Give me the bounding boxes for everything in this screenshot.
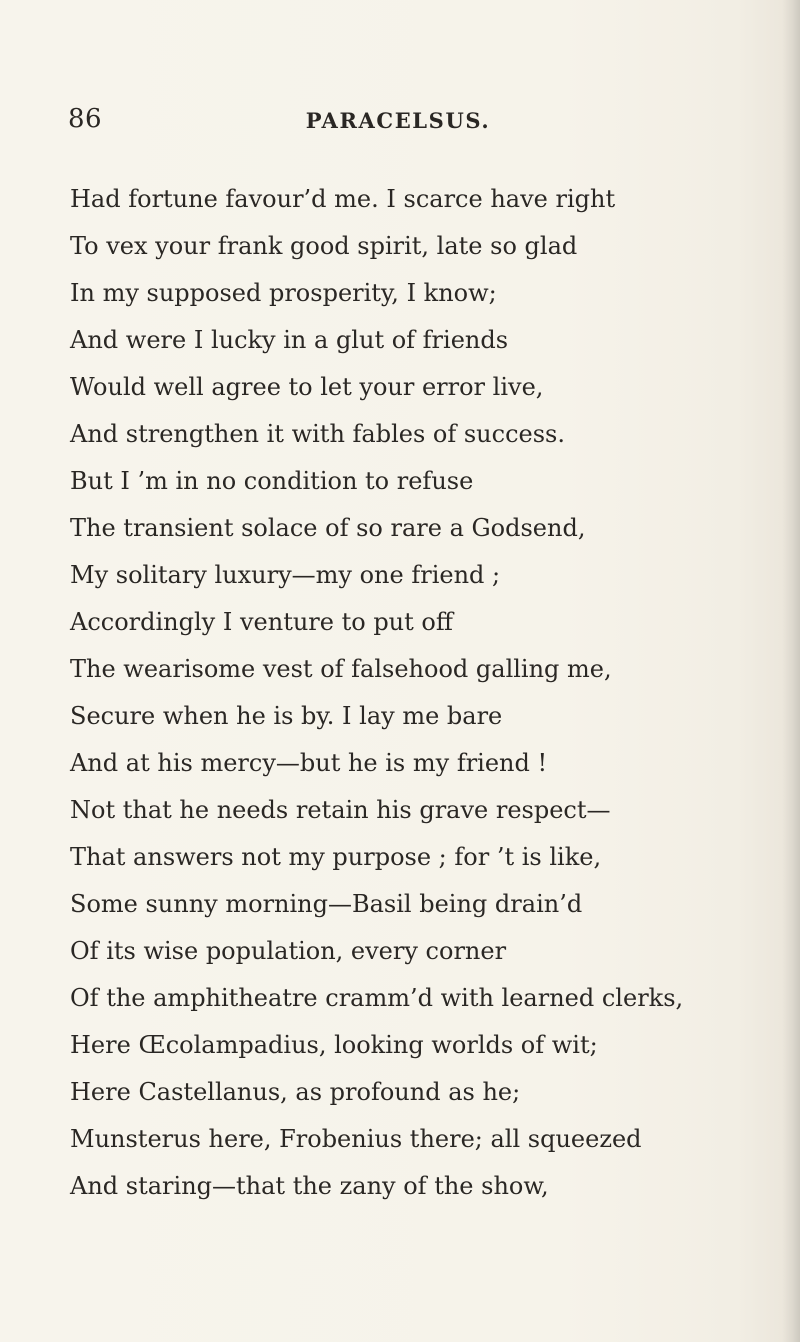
poem-line: The transient solace of so rare a Godsend, <box>70 514 586 542</box>
poem-line: Here Castellanus, as profound as he; <box>70 1078 521 1106</box>
poem-line: And staring—that the zany of the show, <box>70 1172 549 1200</box>
poem-line: But I ’m in no condition to refuse <box>70 467 474 495</box>
poem-line: The wearisome vest of falsehood galling me, <box>70 655 612 683</box>
running-title: PARACELSUS. <box>305 108 491 133</box>
poem-line: And were I lucky in a glut of friends <box>70 326 509 354</box>
poem-text <box>70 176 790 1210</box>
poem-line: That answers not my purpose ; for ’t is like, <box>70 843 602 871</box>
poem-line: Here Œcolampadius, looking worlds of wit; <box>70 1031 598 1059</box>
poem-line: Accordingly I venture to put off <box>70 608 453 636</box>
running-head <box>68 104 728 138</box>
poem-line: Of its wise population, every corner <box>70 937 507 965</box>
poem-line: My solitary luxury—my one friend ; <box>70 561 501 589</box>
poem-line: Secure when he is by. I lay me bare <box>70 702 503 730</box>
poem-line: Had fortune favour’d me. I scarce have right <box>70 185 616 213</box>
poem-line: In my supposed prosperity, I know; <box>70 279 497 307</box>
page-number: 86 <box>68 104 103 134</box>
poem-line: To vex your frank good spirit, late so glad <box>70 232 578 260</box>
poem-line: And strengthen it with fables of success. <box>70 420 565 448</box>
poem-line: Of the amphitheatre cramm’d with learned clerks, <box>70 984 684 1012</box>
poem-line: Not that he needs retain his grave respect— <box>70 796 611 824</box>
poem-line: And at his mercy—but he is my friend ! <box>70 749 548 777</box>
poem-line: Munsterus here, Frobenius there; all squeezed <box>70 1125 642 1153</box>
poem-line: Would well agree to let your error live, <box>70 373 544 401</box>
poem-line: Some sunny morning—Basil being drain’d <box>70 890 583 918</box>
